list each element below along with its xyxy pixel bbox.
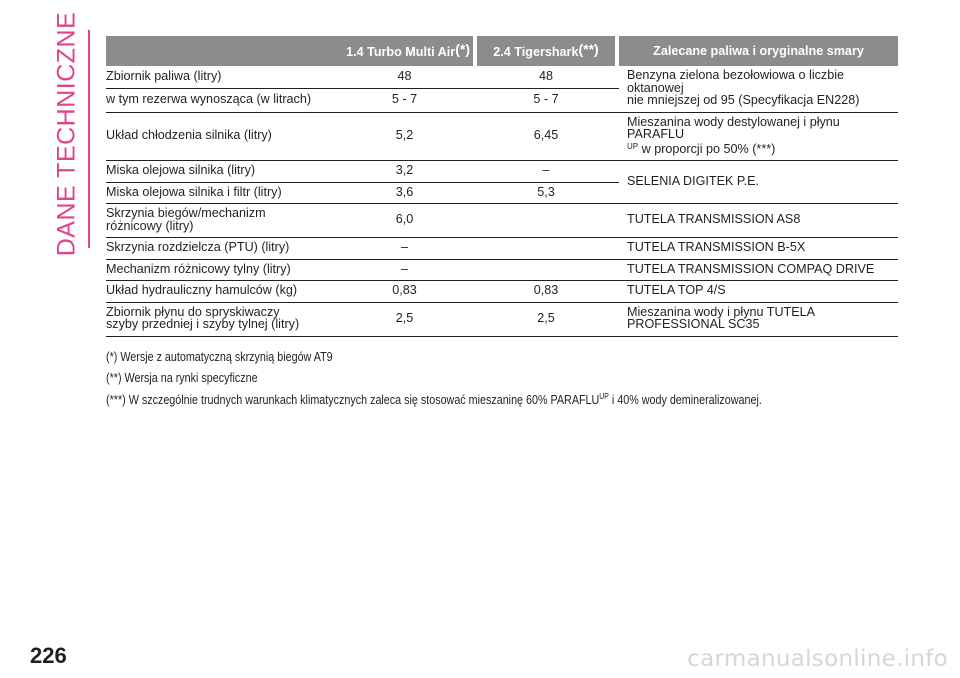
row-value-engine-2: 2,5 — [477, 302, 619, 336]
fluids-capacities-table — [106, 36, 898, 337]
table-row — [106, 66, 898, 89]
row-item — [106, 204, 336, 238]
row-value-engine-1: 6,0 — [336, 204, 477, 238]
row-fluid-line-1: Mieszanina wody i płynu TUTELA — [627, 304, 816, 319]
fuel-recommendation — [619, 66, 898, 112]
row-value-engine-2 — [477, 204, 619, 238]
watermark: carmanualsonline.info — [687, 646, 948, 672]
footnote-3 — [106, 392, 794, 407]
footnote-3-end: i 40% wody demineralizowanej. — [608, 393, 762, 408]
row-item: Skrzynia rozdzielcza (PTU) (litry) — [106, 238, 336, 260]
section-title — [50, 11, 84, 257]
row-fluid: TUTELA TRANSMISSION COMPAQ DRIVE — [619, 259, 898, 281]
header-engine-2 — [477, 36, 615, 66]
row-item-line-2: różnicowy (litry) — [106, 218, 194, 233]
header-engine-2-mark: (**) — [578, 41, 599, 58]
row-item: w tym rezerwa wynosząca (w litrach) — [106, 89, 336, 112]
row-fluid: TUTELA TRANSMISSION AS8 — [619, 204, 898, 238]
row-item: Układ chłodzenia silnika (litry) — [106, 112, 336, 161]
row-item-line-1: Skrzynia biegów/mechanizm — [106, 206, 266, 220]
row-fluid-line-2: PROFESSIONAL SC35 — [627, 317, 760, 331]
row-value-engine-1: – — [336, 238, 477, 260]
row-value-engine-1: 5,2 — [336, 112, 477, 161]
row-value-engine-1: 5 - 7 — [336, 89, 477, 112]
row-item: Mechanizm różnicowy tylny (litry) — [106, 259, 336, 281]
row-item — [106, 302, 336, 336]
row-value-engine-1: 3,6 — [336, 182, 477, 204]
header-engine-1-label: 1.4 Turbo Multi Air — [346, 45, 456, 60]
footnote-2: (**) Wersja na rynki specyficzne — [106, 371, 258, 385]
header-engine-1 — [336, 36, 473, 66]
fuel-line-1: Benzyna zielona bezołowiowa o liczbie oktanowej — [627, 68, 845, 95]
row-value-engine-2 — [477, 238, 619, 260]
section-title-text: DANE TECHNICZNE — [52, 11, 81, 257]
row-item: Zbiornik paliwa (litry) — [106, 66, 336, 89]
coolant-line-1: Mieszanina wody destylowanej i płynu PARAFLU — [627, 114, 840, 141]
table-row — [106, 204, 898, 238]
header-engine-1-mark: (*) — [455, 41, 470, 58]
row-value-engine-2: 48 — [477, 66, 619, 89]
row-value-engine-2: – — [477, 161, 619, 183]
oil-recommendation: SELENIA DIGITEK P.E. — [619, 161, 898, 204]
row-value-engine-2: 5,3 — [477, 182, 619, 204]
section-rule — [88, 30, 90, 248]
table-row — [106, 281, 898, 303]
row-value-engine-1: 2,5 — [336, 302, 477, 336]
row-item-line-2: szyby przedniej i szyby tylnej (litry) — [106, 317, 300, 331]
coolant-recommendation — [619, 112, 898, 161]
coolant-line-2: w proporcji po 50% (***) — [638, 141, 776, 156]
table-row — [106, 259, 898, 281]
row-fluid — [619, 302, 898, 336]
header-item — [106, 36, 336, 66]
fuel-line-2: nie mniejszej od 95 (Specyfikacja EN228) — [627, 93, 860, 107]
footnote-1: (*) Wersje z automatyczną skrzynią biegów AT9 — [106, 350, 333, 364]
row-value-engine-1: 3,2 — [336, 161, 477, 183]
row-fluid: TUTELA TOP 4/S — [619, 281, 898, 303]
coolant-sup: UP — [627, 141, 639, 151]
row-item-line-1: Zbiornik płynu do spryskiwaczy — [106, 304, 280, 319]
table-row — [106, 161, 898, 183]
row-item: Miska olejowa silnika i filtr (litry) — [106, 182, 336, 204]
footnote-3-text: (***) W szczególnie trudnych warunkach klimatycznych zaleca się stosować mieszaninę 60% PARAFLU — [106, 393, 600, 408]
row-value-engine-1: 0,83 — [336, 281, 477, 303]
table-header-row — [106, 36, 898, 66]
row-fluid: TUTELA TRANSMISSION B-5X — [619, 238, 898, 260]
row-value-engine-2: 0,83 — [477, 281, 619, 303]
row-value-engine-2 — [477, 259, 619, 281]
table-row — [106, 112, 898, 161]
header-engine-2-label: 2.4 Tigershark — [493, 45, 579, 60]
row-value-engine-2: 6,45 — [477, 112, 619, 161]
footnotes — [106, 350, 906, 414]
header-fluids: Zalecane paliwa i oryginalne smary — [619, 36, 898, 66]
row-item: Miska olejowa silnika (litry) — [106, 161, 336, 183]
row-value-engine-1: – — [336, 259, 477, 281]
table-row — [106, 302, 898, 336]
table-row — [106, 238, 898, 260]
row-value-engine-1: 48 — [336, 66, 477, 89]
footnote-3-sup: UP — [599, 392, 609, 401]
row-item: Układ hydrauliczny hamulców (kg) — [106, 281, 336, 303]
row-value-engine-2: 5 - 7 — [477, 89, 619, 112]
page-number: 226 — [30, 643, 67, 668]
